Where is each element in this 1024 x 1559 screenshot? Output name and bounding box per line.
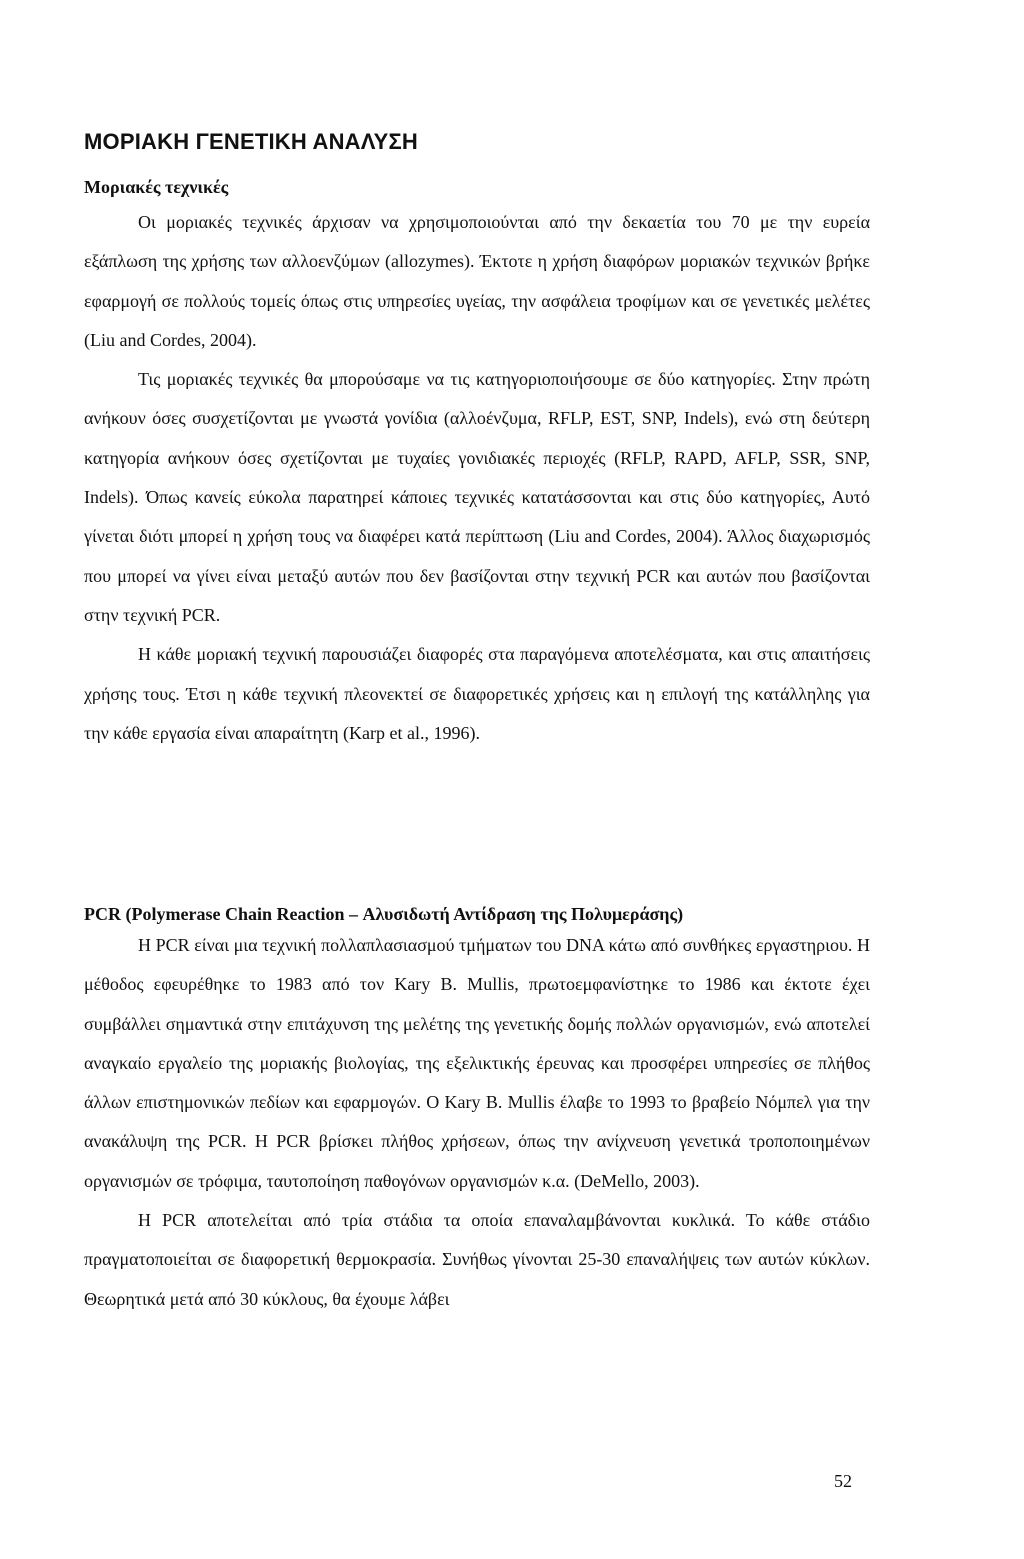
section-heading-molecular-techniques: Μοριακές τεχνικές [84,177,229,197]
document-title: ΜΟΡΙΑΚΗ ΓΕΝΕΤΙΚΗ ΑΝΑΛΥΣΗ [84,129,418,154]
section-body-molecular-techniques [84,203,870,753]
page-number: 52 [834,1471,852,1491]
section-heading-pcr: PCR (Polymerase Chain Reaction – Αλυσιδωτή Αντίδραση της Πολυμεράσης) [84,904,684,924]
paragraph: Η PCR αποτελείται από τρία στάδια τα οποία επαναλαμβάνονται κυκλικά. Το κάθε στάδιο πραγματοποιείται σε διαφορετική θερμοκρασία. Συνήθως γίνονται 25-30 επαναλήψεις των αυτών κύκλων. Θεωρητικά μετά από 30 κύκλους, θα έχουμε λάβει [84,1210,870,1309]
paragraph: Η κάθε μοριακή τεχνική παρουσιάζει διαφορές στα παραγόμενα αποτελέσματα, και στις απαιτήσεις χρήσης τους. Έτσι η κάθε τεχνική πλεονεκτεί σε διαφορετικές χρήσεις και η επιλογή της κατάλληλης για την κάθε εργασία είναι απαραίτητη (Karp et al., 1996). [84,644,870,743]
paragraph: Οι μοριακές τεχνικές άρχισαν να χρησιμοποιούνται από την δεκαετία του 70 με την ευρεία εξάπλωση της χρήσης των αλλοενζύμων (allozymes). Έκτοτε η χρήση διαφόρων μοριακών τεχνικών βρήκε εφαρμογή σε πολλούς τομείς όπως στις υπηρεσίες υγείας, την ασφάλεια τροφίμων και σε γενετικές μελέτες (Liu and Cordes, 2004). [84,212,870,350]
paragraph: Τις μοριακές τεχνικές θα μπορούσαμε να τις κατηγοριοποιήσουμε σε δύο κατηγορίες. Στην πρώτη ανήκουν όσες συσχετίζονται με γνωστά γονίδια (αλλοένζυμα, RFLP, EST, SNP, Indels), ενώ στη δεύτερη κατηγορία ανήκουν όσες σχετίζονται με τυχαίες γονιδιακές περιοχές (RFLP, RAPD, AFLP, SSR, SNP, Indels). Όπως κανείς εύκολα παρατηρεί κάποιες τεχνικές κατατάσσονται και στις δύο κατηγορίες, Αυτό γίνεται διότι μπορεί η χρήση τους να διαφέρει κατά περίπτωση (Liu and Cordes, 2004). Άλλος διαχωρισμός που μπορεί να γίνει είναι μεταξύ αυτών που δεν βασίζονται στην τεχνική PCR και αυτών που βασίζονται στην τεχνική PCR. [84,369,870,625]
section-body-pcr [84,926,870,1319]
paragraph: Η PCR είναι μια τεχνική πολλαπλασιασμού τμήματων του DNA κάτω από συνθήκες εργαστηριου. Η μέθοδος εφευρέθηκε το 1983 από τον Kary B. Mullis, πρωτοεμφανίστηκε το 1986 και έκτοτε έχει συμβάλλει σημαντικά στην επιτάχυνση της μελέτης της γενετικής δομής πολλών οργανισμών, ενώ αποτελεί αναγκαίο εργαλείο της μοριακής βιολογίας, της εξελικτικής έρευνας και προσφέρει υπηρεσίες σε πλήθος άλλων επιστημονικών πεδίων και εφαρμογών. Ο Kary B. Mullis έλαβε το 1993 το βραβείο Νόμπελ για την ανακάλυψη της PCR. Η PCR βρίσκει πλήθος χρήσεων, όπως την ανίχνευση γενετικά τροποποιημένων οργανισμών σε τρόφιμα, ταυτοποίηση παθογόνων οργανισμών κ.α. (DeMello, 2003). [84,935,870,1191]
